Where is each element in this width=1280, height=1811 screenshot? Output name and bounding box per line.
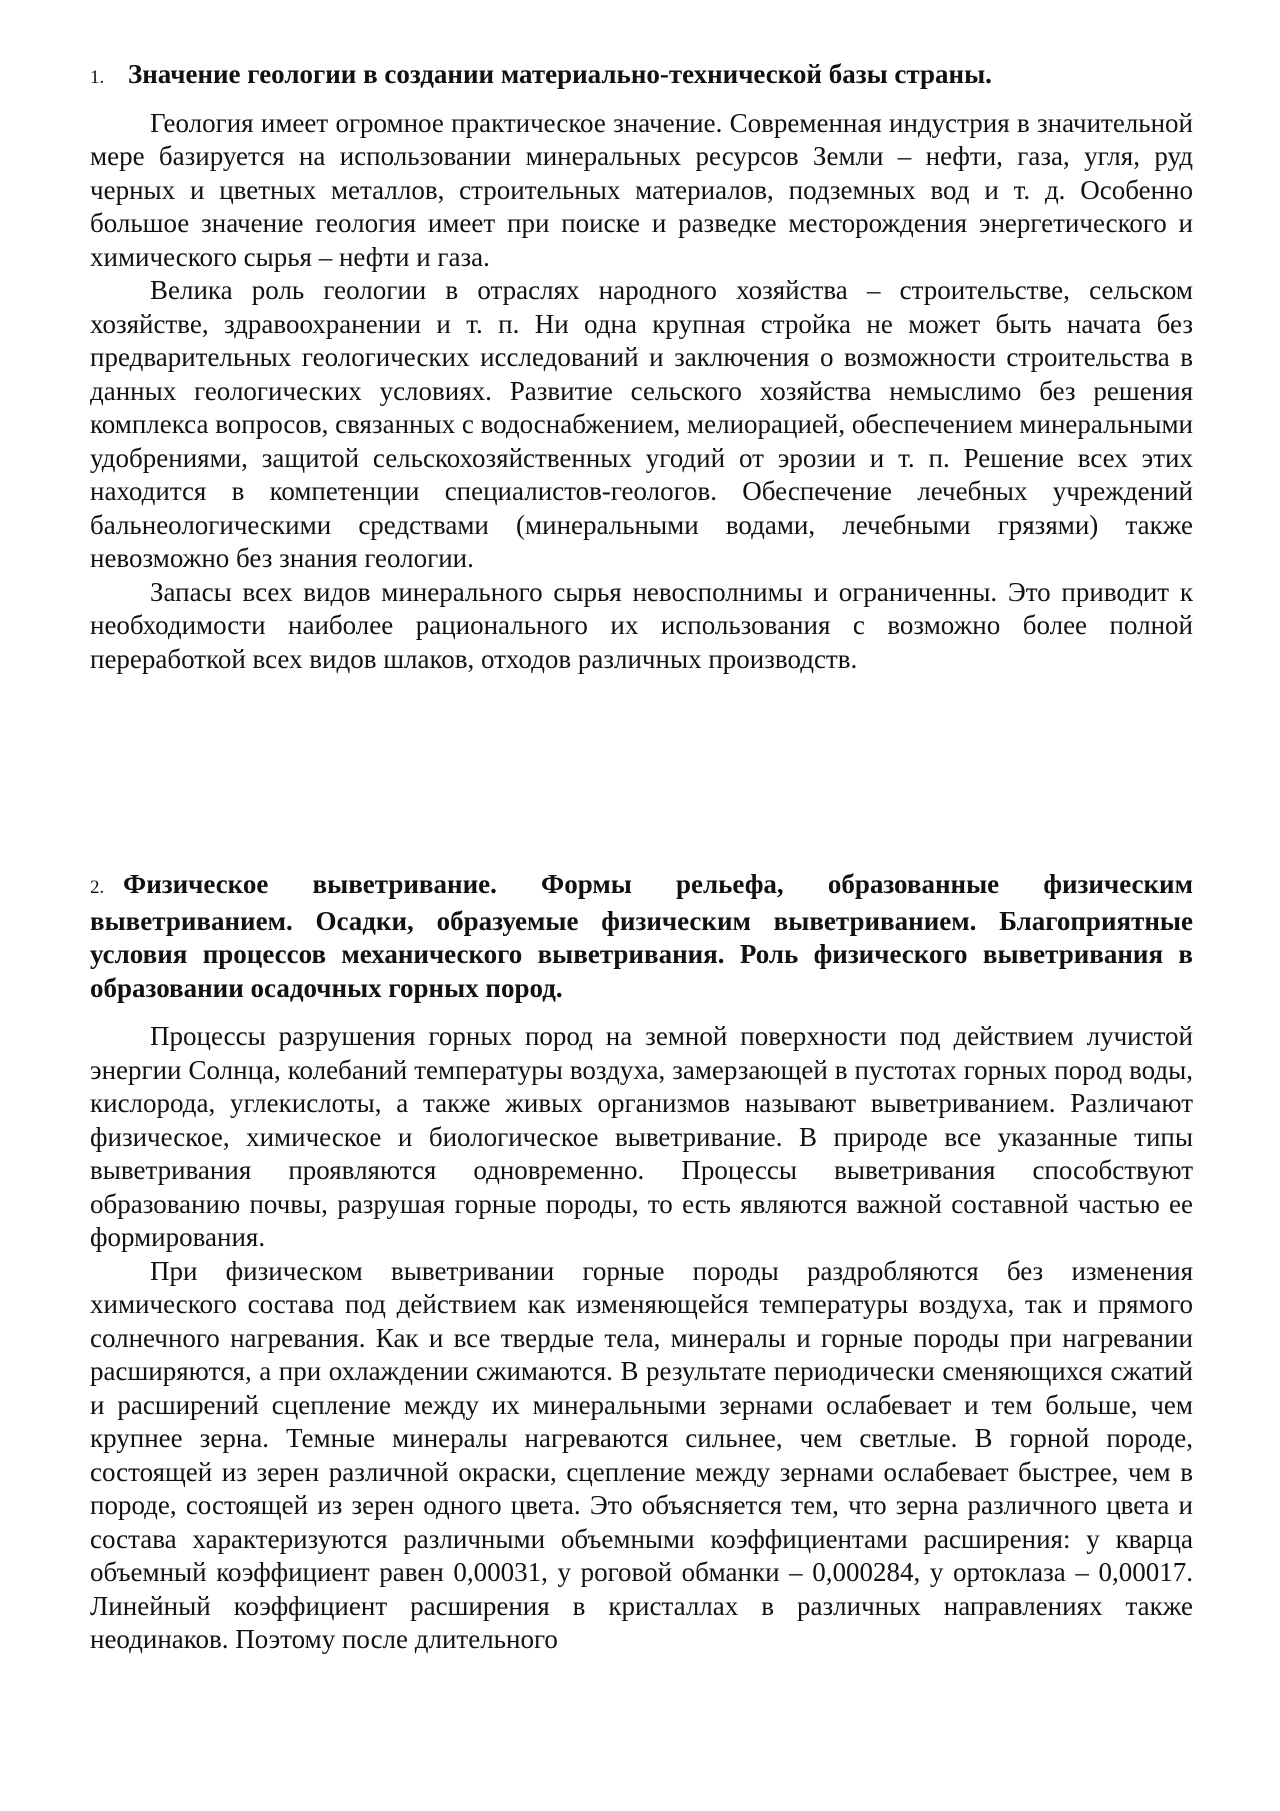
section-1-paragraph-3: Запасы всех видов минерального сырья невосполнимы и ограниченны. Это приводит к необходимости наиболее рационального их использования с возможно более полной переработкой всех видов шлаков, отходов различных производств.: [90, 576, 1193, 674]
section-2: [90, 868, 1193, 1657]
section-2-title: Физическое выветривание. Формы рельефа, образованные физическим выветриванием. Осадки, образуемые физическим выветриванием. Благоприятные условия процессов механического выветривания. Роль физического выветривания в образовании осадочных горных пород.: [90, 869, 1193, 1003]
section-2-heading: [90, 868, 1193, 1005]
section-2-paragraph-2: При физическом выветривании горные породы раздробляются без изменения химического состава под действием как изменяющейся температуры воздуха, так и прямого солнечного нагревания. Как и все твердые тела, минералы и горные породы при нагревании расширяются, а при охлаждении сжимаются. В результате периодически сменяющихся сжатий и расширений сцепление между их минеральными зернами ослабевает и тем больше, чем крупнее зерна. Темные минералы нагреваются сильнее, чем светлые. В горной породе, состоящей из зерен различной окраски, сцепление между зернами ослабевает быстрее, чем в породе, состоящей из зерен одного цвета. Это объясняется тем, что зерна различного цвета и состава характеризуются различными объемными коэффициентами расширения: у кварца объемный коэффициент равен 0,00031, у роговой обманки – 0,000284, у ортоклаза – 0,00017. Линейный коэффициент расширения в кристаллах в различных направлениях также неодинаков. Поэтому после длительного: [90, 1255, 1193, 1654]
section-2-paragraph-1: Процессы разрушения горных пород на земной поверхности под действием лучистой энергии Солнца, колебаний температуры воздуха, замерзающей в пустотах горных пород воды, кислорода, углекислоты, а также живых организмов называют выветриванием. Различают физическое, химическое и биологическое выветривание. В природе все указанные типы выветривания проявляются одновременно. Процессы выветривания способствуют образованию почвы, разрушая горные породы, то есть являются важной составной частью ее формирования.: [90, 1021, 1193, 1252]
document-page: [90, 58, 1193, 1657]
section-1-number: 1.: [90, 67, 105, 88]
section-1-heading: [90, 58, 1193, 95]
section-1-paragraph-2: Велика роль геологии в отраслях народного хозяйства – строительстве, сельском хозяйстве, здравоохранении и т. п. Ни одна крупная стройка не может быть начата без предварительных геологических исследований и заключения о возможности строительства в данных геологических условиях. Развитие сельского хозяйства немыслимо без решения комплекса вопросов, связанных с водоснабжением, мелиорацией, обеспечением минеральными удобрениями, защитой сельскохозяйственных угодий от эрозии и т. п. Решение всех этих находится в компетенции специалистов-геологов. Обеспечение лечебных учреждений бальнеологическими средствами (минеральными водами, лечебными грязями) также невозможно без знания геологии.: [90, 275, 1194, 573]
section-1-paragraph-1: Геология имеет огромное практическое значение. Современная индустрия в значительной мере базируется на использовании минеральных ресурсов Земли – нефти, газа, угля, руд черных и цветных металлов, строительных материалов, подземных вод и т. д. Особенно большое значение геология имеет при поиске и разведке месторождения энергетического и химического сырья – нефти и газа.: [90, 107, 1193, 272]
section-1: [90, 58, 1193, 676]
section-1-title: Значение геологии в создании материально-технической базы страны.: [128, 59, 992, 89]
section-2-number: 2.: [90, 877, 105, 898]
